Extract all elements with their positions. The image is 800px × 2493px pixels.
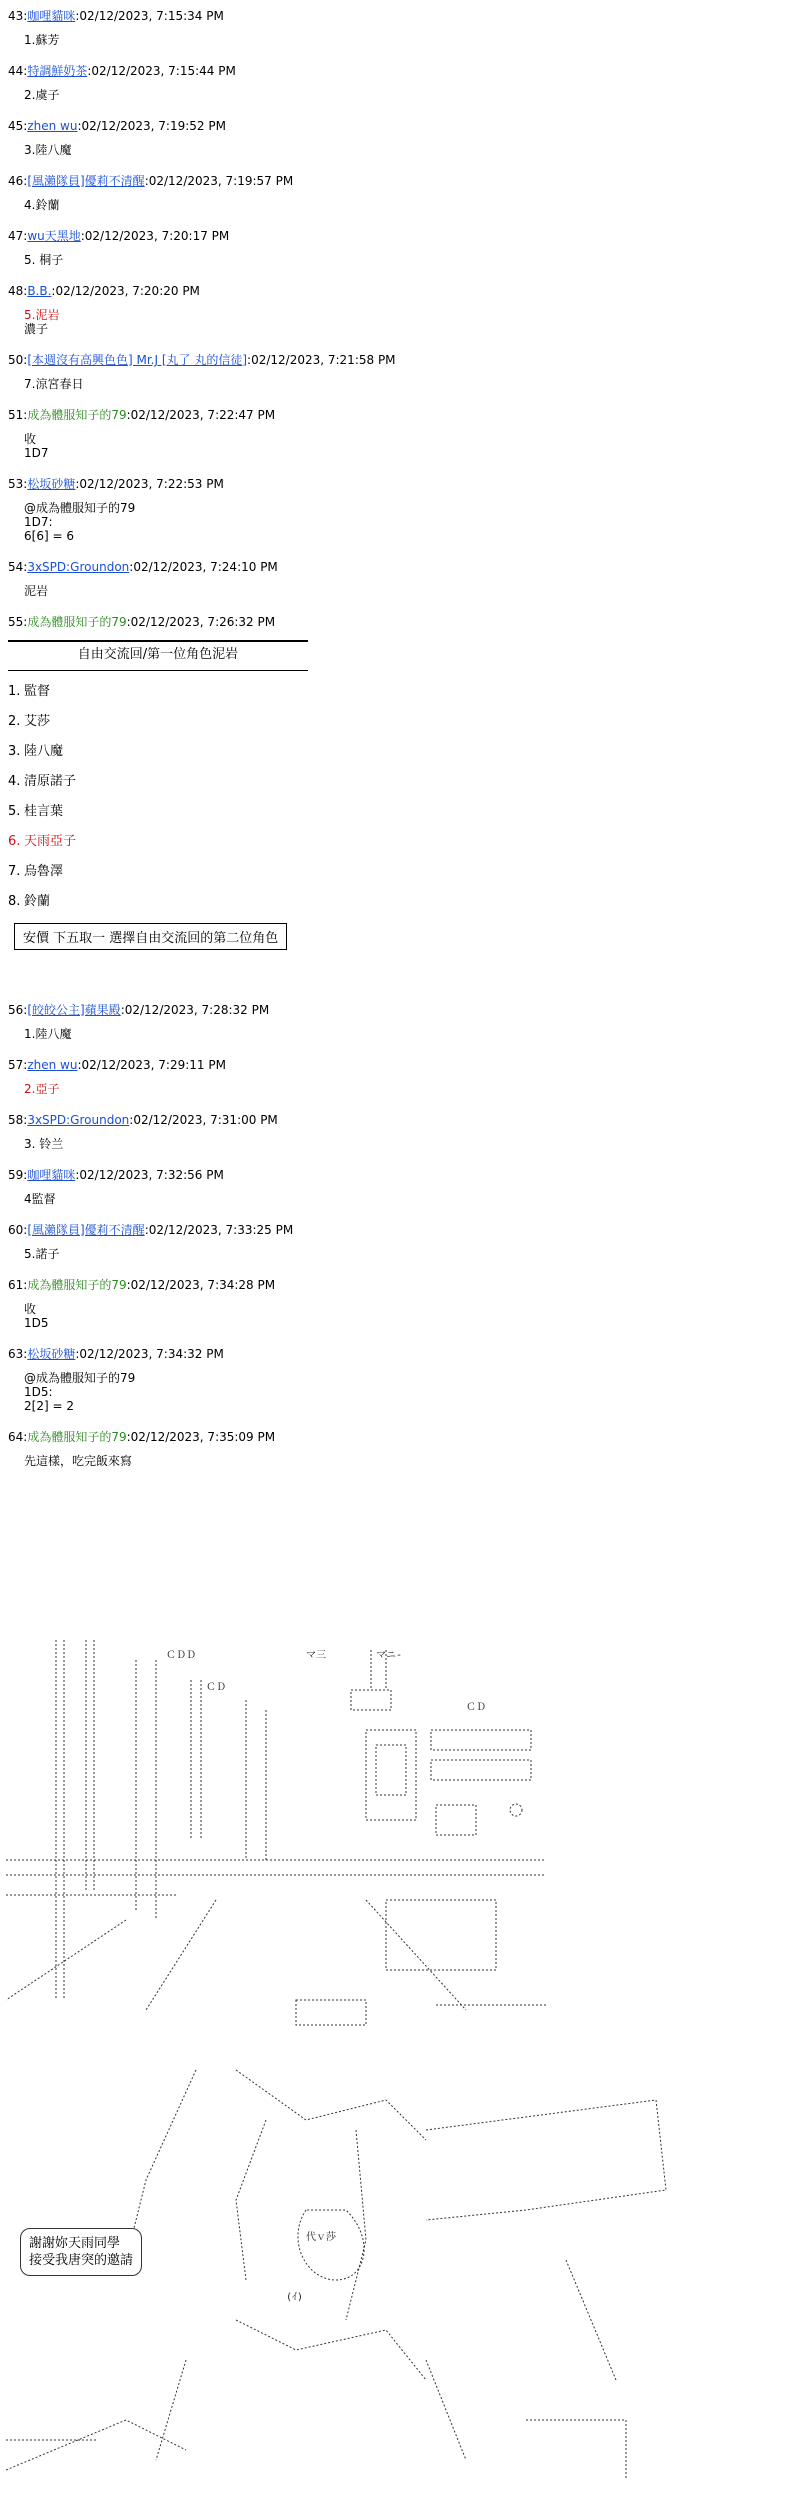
post — [8, 1055, 788, 1102]
post-header — [8, 1275, 788, 1295]
post — [8, 171, 788, 218]
candidate-name: 陸八魔 — [24, 744, 64, 759]
post-timestamp: 02/12/2023, 7:34:32 PM — [79, 1347, 224, 1361]
post-line: 先這樣，吃完飯來寫 — [24, 1454, 133, 1468]
post-header — [8, 557, 788, 577]
post-line: 2[2] = 2 — [24, 1399, 74, 1413]
post-body — [24, 425, 788, 466]
candidate-name: 清原諾子 — [24, 774, 77, 789]
post — [8, 226, 788, 273]
post-number: 59: — [8, 1168, 28, 1182]
post-number: 47: — [8, 229, 28, 243]
post-line: 1D7 — [24, 446, 49, 460]
speech-line: 接受我唐突的邀請 — [29, 2253, 134, 2268]
poster-name-link[interactable]: 3xSPD:Groundon — [27, 560, 130, 574]
poster-name-link[interactable]: [皎皎公主]蘋果殿 — [27, 1003, 121, 1017]
post-body — [24, 1075, 788, 1102]
candidate-item — [8, 887, 788, 917]
separator: : — [87, 64, 92, 78]
poster-name-link[interactable]: 成為體服知子的79 — [27, 1430, 127, 1444]
post-line: 1D5 — [24, 1316, 49, 1330]
post-line: 1D5: — [24, 1385, 53, 1399]
post-timestamp: 02/12/2023, 7:19:52 PM — [81, 119, 226, 133]
girl-ascii-art — [6, 2060, 686, 2490]
post-timestamp: 02/12/2023, 7:31:00 PM — [133, 1113, 278, 1127]
speech-line: 謝謝妳天雨同學 — [29, 2236, 121, 2251]
poster-name-link[interactable]: 咖哩貓咪 — [27, 1168, 76, 1182]
post-line: 1.陸八魔 — [24, 1027, 72, 1041]
post-line: 3.陸八魔 — [24, 143, 72, 157]
post-number: 48: — [8, 284, 28, 298]
city-ascii-art — [6, 1620, 546, 2030]
post-line: 1.蘇芳 — [24, 33, 60, 47]
post-number: 46: — [8, 174, 28, 188]
poster-name-link[interactable]: wu天黑地 — [27, 229, 81, 243]
speech-bubble — [20, 2228, 142, 2276]
girl-label: (ｲ) — [286, 2292, 304, 2303]
post-number: 53: — [8, 477, 28, 491]
post-body — [24, 1130, 788, 1157]
post — [8, 1165, 788, 1212]
girl-label: 代ｖ莎 — [306, 2232, 336, 2243]
separator: : — [144, 174, 149, 188]
post — [8, 61, 788, 108]
separator: : — [75, 1168, 80, 1182]
candidate-number: 7. — [8, 864, 21, 879]
candidate-item — [8, 797, 788, 827]
post-line: 3. 铃兰 — [24, 1137, 64, 1151]
post — [8, 474, 788, 549]
poster-name-link[interactable]: 松坂砂糖 — [27, 1347, 76, 1361]
post-line: 收 — [24, 432, 37, 446]
post — [8, 1275, 788, 1336]
post-number: 57: — [8, 1058, 28, 1072]
poster-name-link[interactable]: 特調鮮奶茶 — [27, 64, 88, 78]
post-number: 58: — [8, 1113, 28, 1127]
separator: : — [129, 560, 134, 574]
post-body — [24, 1020, 788, 1047]
post-header — [8, 1000, 788, 1020]
post-body — [24, 494, 788, 549]
thread — [8, 6, 788, 1482]
post-line: 5.泥岩 — [24, 308, 60, 322]
post-header — [8, 6, 788, 26]
poster-name-link[interactable]: [風瀨隊員]優莉不清醒 — [27, 1223, 145, 1237]
candidate-name: 烏魯澤 — [24, 864, 64, 879]
candidate-name: 鈴蘭 — [24, 894, 51, 909]
post-number: 60: — [8, 1223, 28, 1237]
post-header — [8, 1055, 788, 1075]
post-timestamp: 02/12/2023, 7:32:56 PM — [79, 1168, 224, 1182]
post-timestamp: 02/12/2023, 7:15:44 PM — [91, 64, 236, 78]
post-line: 5. 桐子 — [24, 253, 64, 267]
city-label: マニ- — [376, 1650, 403, 1661]
city-label: ＣＤ — [466, 1702, 486, 1713]
candidate-number: 8. — [8, 894, 21, 909]
poster-name-link[interactable]: 咖哩貓咪 — [27, 9, 76, 23]
candidate-item — [8, 827, 788, 857]
post-body — [24, 136, 788, 163]
post-timestamp: 02/12/2023, 7:15:34 PM — [79, 9, 224, 23]
post-header — [8, 61, 788, 81]
post-body — [24, 1364, 788, 1419]
post — [8, 350, 788, 397]
poster-name-link[interactable]: zhen wu — [27, 1058, 78, 1072]
separator: : — [77, 119, 82, 133]
post — [8, 281, 788, 342]
post — [8, 612, 788, 632]
post-body — [24, 577, 788, 604]
post — [8, 6, 788, 53]
post — [8, 1344, 788, 1419]
separator: : — [247, 353, 252, 367]
post-timestamp: 02/12/2023, 7:28:32 PM — [124, 1003, 270, 1017]
candidate-item — [8, 767, 788, 797]
post-line: 2.亞子 — [24, 1082, 60, 1096]
separator: : — [75, 1347, 80, 1361]
post-header — [8, 612, 788, 632]
post-line: 泥岩 — [24, 584, 49, 598]
post — [8, 405, 788, 466]
post-header — [8, 1110, 788, 1130]
candidate-number: 6. — [8, 834, 21, 849]
separator: : — [126, 1278, 131, 1292]
post-timestamp: 02/12/2023, 7:34:28 PM — [130, 1278, 276, 1292]
candidate-number: 4. — [8, 774, 21, 789]
city-label: ＣＤ — [206, 1682, 226, 1693]
separator: : — [51, 284, 56, 298]
separator: : — [126, 408, 131, 422]
post-number: 55: — [8, 615, 28, 629]
post-header — [8, 1220, 788, 1240]
post-timestamp: 02/12/2023, 7:19:57 PM — [148, 174, 294, 188]
post — [8, 1110, 788, 1157]
post-header — [8, 1427, 788, 1447]
separator: : — [120, 1003, 125, 1017]
separator: : — [126, 1430, 131, 1444]
post-number: 44: — [8, 64, 28, 78]
poster-name-link[interactable]: 成為體服知子的79 — [27, 408, 127, 422]
separator: : — [80, 229, 85, 243]
separator: : — [129, 1113, 134, 1127]
post-number: 51: — [8, 408, 28, 422]
section-divider-thin — [8, 670, 308, 671]
candidate-name: 天雨亞子 — [24, 834, 77, 849]
post-header — [8, 281, 788, 301]
separator: : — [144, 1223, 149, 1237]
post — [8, 1427, 788, 1474]
post-timestamp: 02/12/2023, 7:20:20 PM — [55, 284, 200, 298]
poster-name-link[interactable]: 成為體服知子的79 — [27, 615, 127, 629]
post-line: 4.鈴蘭 — [24, 198, 60, 212]
candidate-item — [8, 857, 788, 887]
post-timestamp: 02/12/2023, 7:29:11 PM — [81, 1058, 226, 1072]
candidate-item — [8, 677, 788, 707]
post-body — [24, 81, 788, 108]
candidate-number: 1. — [8, 684, 21, 699]
candidate-number: 2. — [8, 714, 21, 729]
poster-name-link[interactable]: 成為體服知子的79 — [27, 1278, 127, 1292]
city-label: ＣＤＤ — [166, 1650, 196, 1661]
poster-name-link[interactable]: B.B. — [27, 284, 52, 298]
post-line: 7.涼宮春日 — [24, 377, 84, 391]
post-line: 1D7: — [24, 515, 53, 529]
post-header — [8, 171, 788, 191]
post — [8, 557, 788, 604]
post-header — [8, 1165, 788, 1185]
separator: : — [77, 1058, 82, 1072]
post-timestamp: 02/12/2023, 7:26:32 PM — [130, 615, 276, 629]
post-body — [24, 1185, 788, 1212]
post-number: 43: — [8, 9, 28, 23]
post-body — [24, 1240, 788, 1267]
post-body — [24, 246, 788, 273]
post-number: 50: — [8, 353, 28, 367]
post-list-bottom — [8, 1000, 788, 1474]
post-header — [8, 350, 788, 370]
poster-name-link[interactable]: [本週沒有高興色色] Mr.J [丸了 丸的信徒] — [27, 353, 248, 367]
post-timestamp: 02/12/2023, 7:22:47 PM — [130, 408, 276, 422]
separator: : — [126, 615, 131, 629]
post-header — [8, 116, 788, 136]
candidate-item — [8, 707, 788, 737]
post-body — [24, 26, 788, 53]
post-line: 2.虞子 — [24, 88, 60, 102]
post-line: 收 — [24, 1302, 37, 1316]
post-timestamp: 02/12/2023, 7:21:58 PM — [251, 353, 396, 367]
post-body — [24, 301, 788, 342]
post-list-top — [8, 6, 788, 632]
post-body — [24, 1447, 788, 1474]
post — [8, 1220, 788, 1267]
post-body — [24, 1295, 788, 1336]
candidate-list — [8, 677, 788, 917]
post-header — [8, 405, 788, 425]
poster-name-link[interactable]: 3xSPD:Groundon — [27, 1113, 130, 1127]
post-number: 54: — [8, 560, 28, 574]
post-line: 4監督 — [24, 1192, 56, 1206]
post-number: 64: — [8, 1430, 28, 1444]
candidate-name: 監督 — [24, 684, 51, 699]
post — [8, 1000, 788, 1047]
post-header — [8, 1344, 788, 1364]
vote-instruction-box: 安價 下五取一 選擇自由交流回的第二位角色 — [14, 923, 287, 950]
section-title: 自由交流回/第一位角色泥岩 — [77, 647, 239, 662]
post-header — [8, 474, 788, 494]
post-line: 5.諾子 — [24, 1247, 60, 1261]
post-number: 63: — [8, 1347, 28, 1361]
post-line: 濃子 — [24, 322, 49, 336]
candidate-item — [8, 737, 788, 767]
post-number: 45: — [8, 119, 28, 133]
candidate-name: 艾莎 — [24, 714, 51, 729]
post-timestamp: 02/12/2023, 7:35:09 PM — [130, 1430, 276, 1444]
separator: : — [75, 9, 80, 23]
city-scene-drawing — [6, 1620, 546, 2030]
poster-name-link[interactable]: 松坂砂糖 — [27, 477, 76, 491]
post-line: @成為體服知子的79 — [24, 501, 136, 515]
post-body — [24, 370, 788, 397]
post — [8, 116, 788, 163]
post-number: 56: — [8, 1003, 28, 1017]
post-timestamp: 02/12/2023, 7:33:25 PM — [148, 1223, 294, 1237]
post-body — [24, 191, 788, 218]
city-label: マ三 — [306, 1650, 326, 1661]
candidate-name: 桂言葉 — [24, 804, 64, 819]
post-number: 61: — [8, 1278, 28, 1292]
candidate-number: 3. — [8, 744, 21, 759]
poster-name-link[interactable]: [風瀨隊員]優莉不清醒 — [27, 174, 145, 188]
post-line: 6[6] = 6 — [24, 529, 74, 543]
post-timestamp: 02/12/2023, 7:22:53 PM — [79, 477, 224, 491]
separator: : — [75, 477, 80, 491]
post-line: @成為體服知子的79 — [24, 1371, 136, 1385]
post-header — [8, 226, 788, 246]
post-timestamp: 02/12/2023, 7:20:17 PM — [84, 229, 230, 243]
poster-name-link[interactable]: zhen wu — [27, 119, 78, 133]
candidate-number: 5. — [8, 804, 21, 819]
post-timestamp: 02/12/2023, 7:24:10 PM — [133, 560, 278, 574]
